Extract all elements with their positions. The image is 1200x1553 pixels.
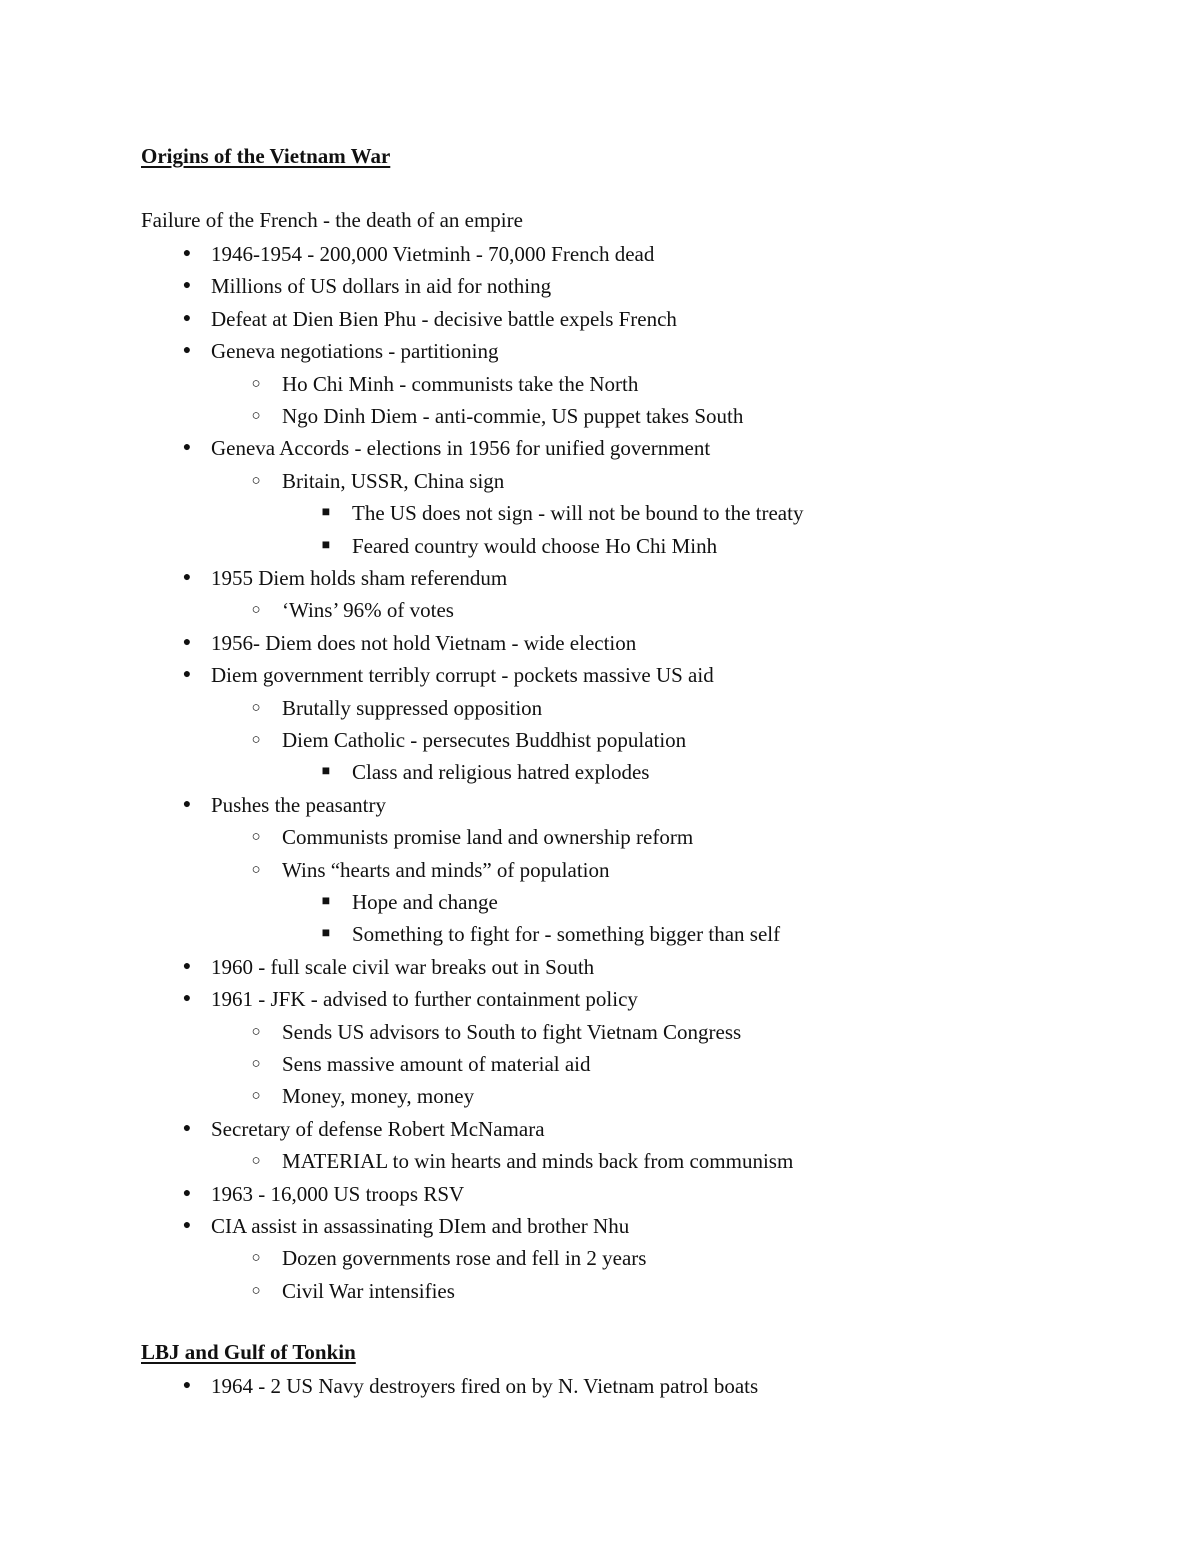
list-item [0, 270, 1100, 302]
list-item-text: Pushes the peasantry [211, 792, 386, 817]
hollow-circle-bullet-icon: ○ [251, 472, 261, 489]
filled-circle-bullet-icon: ● [182, 1218, 192, 1233]
list-item [0, 368, 1100, 400]
list-item [0, 692, 1100, 724]
square-bullet-icon: ■ [321, 764, 331, 780]
filled-circle-bullet-icon: ● [182, 796, 192, 812]
list-item-text: Sens massive amount of material aid [282, 1052, 591, 1076]
hollow-circle-bullet-icon: ○ [251, 861, 261, 878]
filled-circle-bullet-icon: ● [182, 1185, 192, 1201]
list-item [0, 627, 1100, 659]
list-item-text: 1955 Diem holds sham referendum [211, 566, 508, 590]
list-item [0, 1145, 1100, 1177]
list-item-text: CIA assist in assassinating DIem and brother Nhu [211, 1214, 630, 1238]
list-item-text: Communists promise land and ownership reform [282, 825, 694, 850]
list-item-text: Millions of US dollars in aid for nothing [211, 274, 552, 299]
list-item [0, 1178, 1100, 1210]
hollow-circle-bullet-icon: ○ [251, 1056, 261, 1072]
filled-circle-bullet-icon: ● [182, 343, 192, 359]
square-bullet-icon: ■ [321, 926, 331, 942]
list-item-text: Diem Catholic - persecutes Buddhist population [282, 728, 687, 752]
filled-circle-bullet-icon: ● [182, 958, 192, 974]
list-item [0, 951, 1100, 983]
list-item-text: Diem government terribly corrupt - pockets massive US aid [211, 663, 714, 688]
filled-circle-bullet-icon: ● [182, 634, 192, 650]
list-item-text: ‘Wins’ 96% of votes [282, 598, 454, 623]
list-item-text: Feared country would choose Ho Chi Minh [352, 533, 718, 558]
hollow-circle-bullet-icon: ○ [251, 1250, 261, 1267]
list-item [0, 335, 1100, 367]
list-item [0, 1080, 1100, 1112]
list-item [0, 1016, 1100, 1048]
filled-circle-bullet-icon: ● [182, 1120, 192, 1136]
list-item-text: Something to fight for - something bigger than self [352, 922, 781, 947]
intro-paragraph: Failure of the French - the death of an empire [141, 208, 523, 232]
list-item-text: Britain, USSR, China sign [282, 468, 505, 493]
hollow-circle-bullet-icon: ○ [251, 1282, 261, 1299]
hollow-circle-bullet-icon: ○ [251, 602, 261, 619]
square-bullet-icon: ■ [321, 537, 331, 553]
list-item [0, 432, 1100, 464]
list-item-text: 1961 - JFK - advised to further containment policy [211, 987, 638, 1012]
list-item-text: 1960 - full scale civil war breaks out in South [211, 954, 595, 979]
hollow-circle-bullet-icon: ○ [251, 1088, 261, 1105]
list-item [0, 886, 1100, 918]
list-item [0, 303, 1100, 335]
filled-circle-bullet-icon: ● [182, 570, 192, 585]
hollow-circle-bullet-icon: ○ [251, 408, 261, 424]
list-item [0, 594, 1100, 626]
list-item-text: Ho Chi Minh - communists take the North [282, 371, 639, 396]
list-item-text: Ngo Dinh Diem - anti-commie, US puppet takes South [282, 404, 744, 428]
list-item [0, 1113, 1100, 1145]
filled-circle-bullet-icon: ● [182, 440, 192, 456]
list-item [0, 789, 1100, 821]
list-item [0, 821, 1100, 853]
list-item-text: Defeat at Dien Bien Phu - decisive battle expels French [211, 306, 677, 331]
list-item [0, 918, 1100, 950]
list-item [0, 1048, 1100, 1080]
list-item-text: The US does not sign - will not be bound to the treaty [352, 501, 804, 526]
list-item [0, 465, 1100, 497]
list-item [0, 756, 1100, 788]
list-item-text: Dozen governments rose and fell in 2 years [282, 1246, 647, 1271]
list-item-text: Hope and change [352, 890, 498, 914]
list-item [0, 1370, 1100, 1402]
hollow-circle-bullet-icon: ○ [251, 732, 261, 748]
hollow-circle-bullet-icon: ○ [251, 699, 261, 716]
list-item-text: MATERIAL to win hearts and minds back from communism [282, 1149, 794, 1174]
filled-circle-bullet-icon: ● [182, 310, 192, 326]
section-heading-origins: Origins of the Vietnam War [141, 144, 391, 168]
list-item-text: Class and religious hatred explodes [352, 760, 650, 785]
hollow-circle-bullet-icon: ○ [251, 829, 261, 846]
filled-circle-bullet-icon: ● [182, 1378, 192, 1393]
list-item [0, 854, 1100, 886]
list-item-text: Civil War intensifies [282, 1278, 455, 1303]
list-item-text: Brutally suppressed opposition [282, 695, 543, 720]
square-bullet-icon: ■ [321, 894, 331, 909]
list-item-text: Money, money, money [282, 1084, 475, 1109]
list-item [0, 659, 1100, 691]
list-item-text: 1964 - 2 US Navy destroyers fired on by N. Vietnam patrol boats [211, 1374, 759, 1398]
list-item [0, 400, 1100, 432]
list-item-text: 1946-1954 - 200,000 Vietminh - 70,000 French dead [211, 242, 655, 266]
filled-circle-bullet-icon: ● [182, 278, 192, 294]
square-bullet-icon: ■ [321, 505, 331, 521]
list-item [0, 562, 1100, 594]
list-item-text: Wins “hearts and minds” of population [282, 857, 610, 882]
list-item [0, 530, 1100, 562]
list-item [0, 497, 1100, 529]
list-item-text: Geneva negotiations - partitioning [211, 339, 499, 364]
list-item [0, 1275, 1100, 1307]
filled-circle-bullet-icon: ● [182, 246, 192, 261]
list-item [0, 1210, 1100, 1242]
list-item-text: Secretary of defense Robert McNamara [211, 1116, 545, 1141]
list-item [0, 238, 1100, 270]
list-item [0, 1242, 1100, 1274]
list-item [0, 983, 1100, 1015]
list-item [0, 724, 1100, 756]
list-item-text: 1956- Diem does not hold Vietnam - wide election [211, 630, 637, 655]
section-heading-lbj: LBJ and Gulf of Tonkin [141, 1340, 356, 1364]
filled-circle-bullet-icon: ● [182, 991, 192, 1007]
list-item-text: Geneva Accords - elections in 1956 for unified government [211, 436, 711, 461]
filled-circle-bullet-icon: ● [182, 667, 192, 683]
hollow-circle-bullet-icon: ○ [251, 1153, 261, 1170]
list-item-text: 1963 - 16,000 US troops RSV [211, 1181, 465, 1206]
list-item-text: Sends US advisors to South to fight Vietnam Congress [282, 1019, 742, 1044]
hollow-circle-bullet-icon: ○ [251, 375, 261, 392]
hollow-circle-bullet-icon: ○ [251, 1023, 261, 1040]
